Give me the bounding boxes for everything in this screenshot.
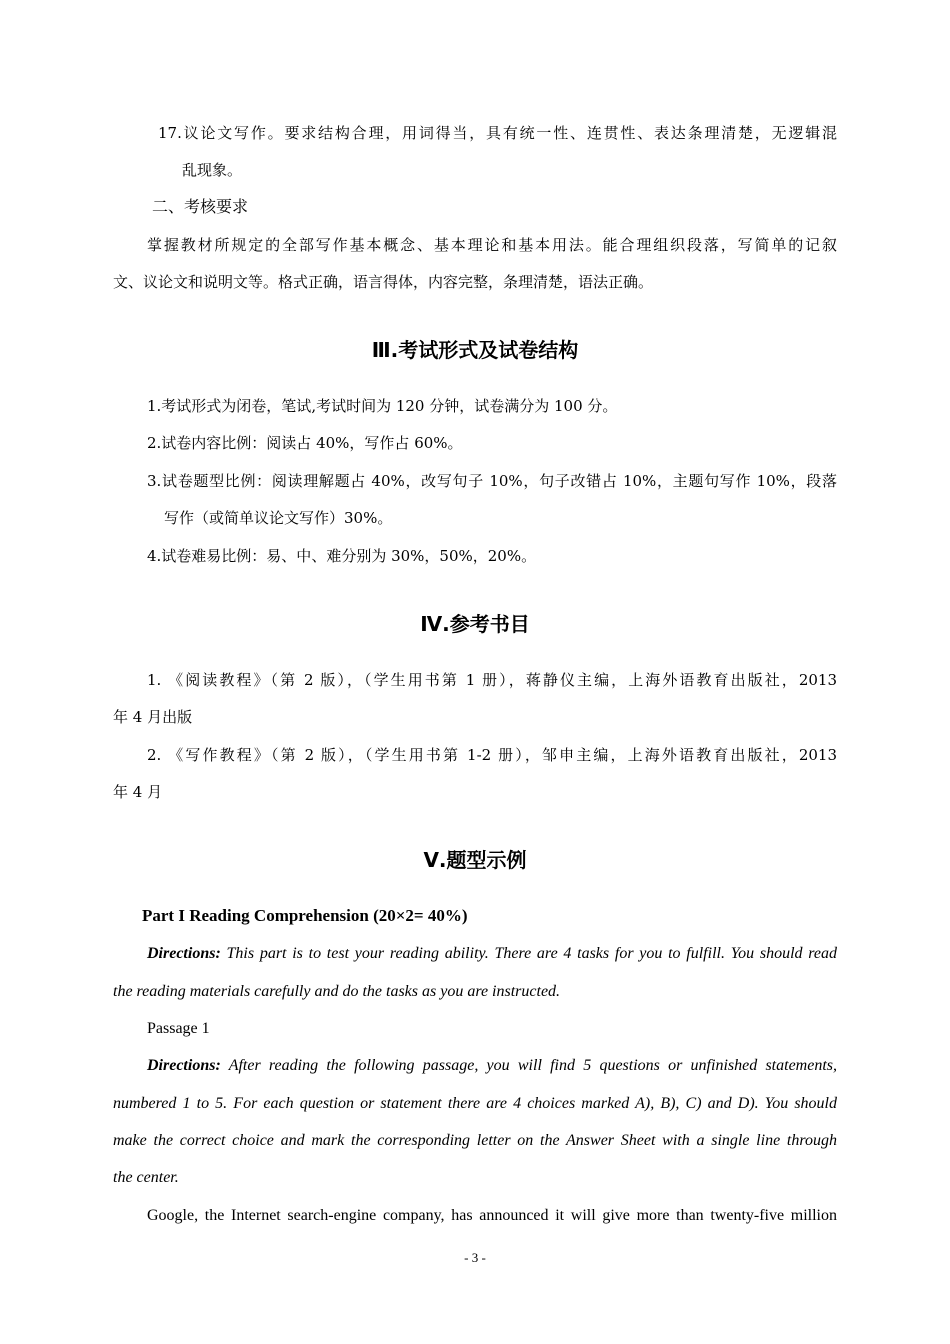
item-17-line-1: 17.议论文写作。要求结构合理，用词得当，具有统一性、连贯性、表达条理清楚，无逻辑混 [158, 124, 837, 142]
passage-label: Passage 1 [147, 1020, 210, 1037]
section-5-heading: Ⅴ.题型示例 [423, 848, 527, 872]
page-number: - 3 - [464, 1250, 486, 1265]
reference-1-line-2: 年 4 月出版 [113, 708, 193, 726]
passage-directions-line-3: make the correct choice and mark the corresponding letter on the Answer Sheet with a single line through [113, 1132, 837, 1149]
difficulty-ratio-item: 4.试卷难易比例：易、中、难分别为 30%，50%，20%。 [147, 547, 537, 565]
passage-directions-line-1 [147, 1057, 837, 1075]
passage-directions-label: Directions: [147, 1057, 221, 1074]
requirements-line-1: 掌握教材所规定的全部写作基本概念、基本理论和基本用法。能合理组织段落，写简单的记叙 [147, 236, 837, 254]
requirements-line-2: 文、议论文和说明文等。格式正确，语言得体，内容完整，条理清楚，语法正确。 [113, 273, 654, 291]
question-type-ratio-line-2: 写作（或简单议论文写作）30%。 [164, 509, 393, 527]
directions-line-2: the reading materials carefully and do the tasks as you are instructed. [113, 983, 561, 1000]
reference-1-line-1: 1. 《阅读教程》（第 2 版），（学生用书第 1 册），蒋静仪主编，上海外语教育出版社，2013 [147, 671, 837, 689]
section-4-heading: Ⅳ.参考书目 [420, 612, 530, 636]
part-1-title: Part I Reading Comprehension (20×2= 40%) [142, 906, 468, 925]
item-17-line-2: 乱现象。 [182, 161, 243, 179]
reference-2-line-1: 2. 《写作教程》（第 2 版），（学生用书第 1-2 册），邹申主编，上海外语教育出版社，2013 [147, 746, 837, 764]
passage-directions-line-2: numbered 1 to 5. For each question or statement there are 4 choices marked A), B), C) and D). You should [113, 1095, 837, 1112]
reference-2-line-2: 年 4 月 [113, 783, 163, 801]
passage-directions-text: After reading the following passage, you will find 5 questions or unfinished statements, [220, 1057, 837, 1074]
content-ratio-item: 2.试卷内容比例：阅读占 40%，写作占 60%。 [147, 434, 463, 452]
section-3-heading: Ⅲ.考试形式及试卷结构 [371, 338, 579, 362]
passage-directions-line-4: the center. [113, 1169, 179, 1186]
directions-text: This part is to test your reading ability. There are 4 tasks for you to fulfill. You should read [220, 945, 837, 962]
directions-label: Directions: [147, 945, 221, 962]
passage-text-line-1: Google, the Internet search-engine company, has announced it will give more than twenty-five million [147, 1207, 837, 1224]
exam-format-item: 1.考试形式为闭卷，笔试,考试时间为 120 分钟，试卷满分为 100 分。 [147, 397, 618, 415]
section-requirements-title: 二、考核要求 [152, 197, 249, 216]
question-type-ratio-line-1: 3.试卷题型比例：阅读理解题占 40%，改写句子 10%，句子改错占 10%，主题句写作 10%，段落 [147, 472, 837, 490]
directions-line-1 [147, 945, 837, 963]
